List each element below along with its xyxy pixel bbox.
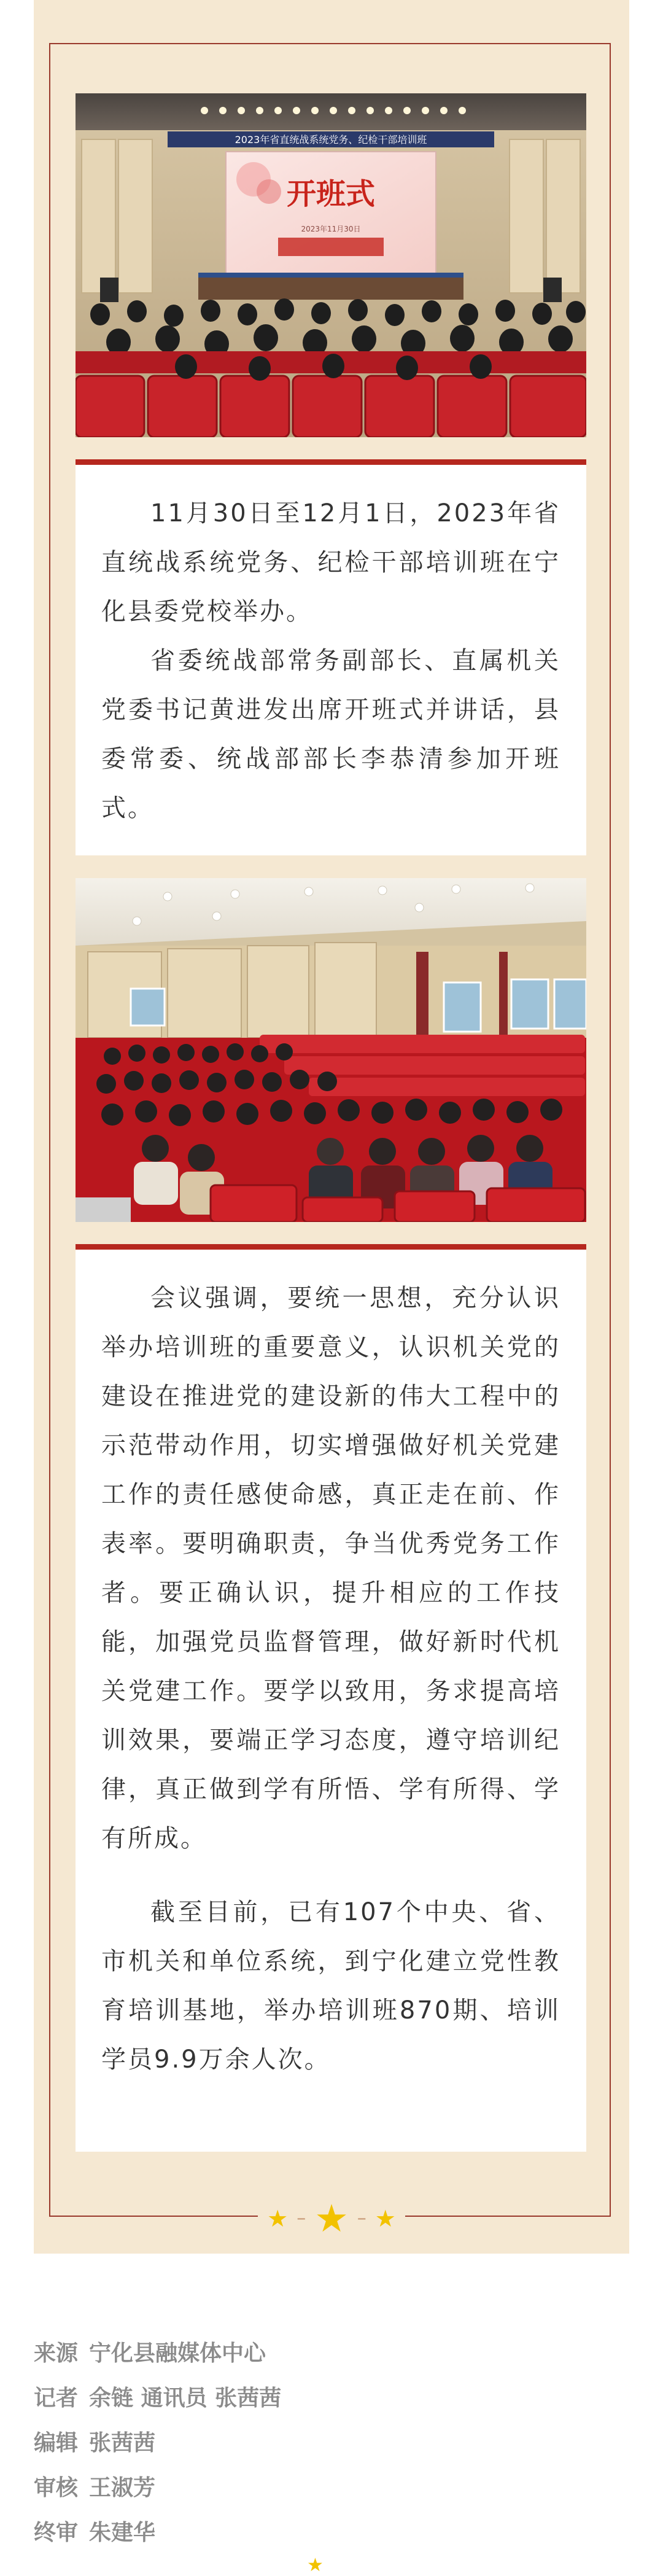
credit-editor xyxy=(34,2421,629,2465)
credit-label: 来源 xyxy=(34,2341,79,2366)
credit-value: 朱建华 xyxy=(89,2520,156,2545)
credit-source xyxy=(34,2331,629,2376)
star-icon: ★ xyxy=(267,2205,289,2232)
star-icon: ★ xyxy=(307,2555,324,2576)
credit-label: 记者 xyxy=(34,2386,79,2411)
divider-dash: – xyxy=(357,2208,366,2229)
text-card-2 xyxy=(76,1244,586,2152)
screen-date: 2023年11月30日 xyxy=(301,225,361,233)
credit-value: 宁化县融媒体中心 xyxy=(89,2341,266,2366)
credit-value: 王淑芳 xyxy=(89,2475,156,2500)
photo-opening-ceremony xyxy=(76,93,586,437)
paragraph: 省委统战部常务副部长、直属机关党委书记黄进发出席开班式并讲话，县委常委、统战部部长李恭清参加开班式。 xyxy=(101,647,560,822)
screen-title: 开班式 xyxy=(286,177,376,211)
paragraph: 11月30日至12月1日，2023年省直统战系统党务、纪检干部培训班在宁化县委党校举办。 xyxy=(101,499,560,626)
credit-final-reviewer xyxy=(34,2510,629,2555)
credit-reviewer xyxy=(34,2465,629,2510)
paragraph: 截至目前，已有107个中央、省、市机关和单位系统，到宁化建立党性教育培训基地，举办培训班870期、培训学员9.9万余人次。 xyxy=(101,1898,560,2074)
credit-label: 终审 xyxy=(34,2520,79,2545)
divider-dash: – xyxy=(297,2208,306,2229)
star-ornament xyxy=(258,2198,405,2239)
text-card-1 xyxy=(76,459,586,855)
card-top-line xyxy=(76,1244,586,1250)
star-icon: ★ xyxy=(374,2205,396,2232)
photo-audience xyxy=(76,878,586,1222)
credit-value: 张茜茜 xyxy=(89,2430,156,2456)
credit-label: 审核 xyxy=(34,2475,79,2500)
credit-value: 余链 通讯员 张茜茜 xyxy=(89,2386,282,2411)
credit-label: 编辑 xyxy=(34,2430,79,2456)
credit-reporter xyxy=(34,2376,629,2421)
paragraph: 会议强调，要统一思想，充分认识举办培训班的重要意义，认识机关党的建设在推进党的建设新的伟大工程中的示范带动作用，切实增强做好机关党建工作的责任感使命感，真正走在前、作表率。要明确职责，争当优秀党务工作者。要正确认识，提升相应的工作技能，加强党员监督管理，做好新时代机关党建工作。要学以致用，务求提高培训效果，要端正学习态度，遵守培训纪律，真正做到学有所悟、学有所得、学有所成。 xyxy=(101,1284,560,1853)
banner-text: 2023年省直统战系统党务、纪检干部培训班 xyxy=(235,134,427,146)
star-icon: ★ xyxy=(314,2196,349,2241)
credits xyxy=(34,2331,629,2555)
card-top-line xyxy=(76,459,586,465)
